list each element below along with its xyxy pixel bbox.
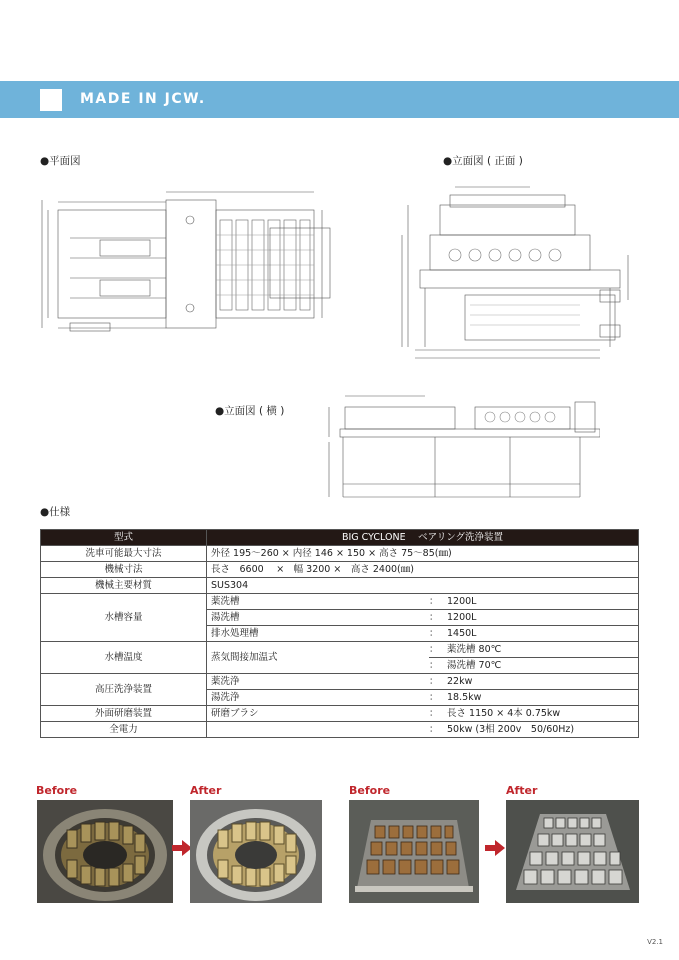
bearing-before-photo <box>37 800 173 903</box>
table-row <box>41 674 639 690</box>
table-row <box>41 562 639 578</box>
plan-view-label: ●平面図 <box>40 155 81 167</box>
value-machine-size: 長さ 6600 × 幅 3200 × 高さ 2400(㎜) <box>207 562 639 578</box>
item-high-pressure: 高圧洗浄装置 <box>41 674 207 706</box>
item-machine-size: 機械寸法 <box>41 562 207 578</box>
tank-value-1: 1200L <box>443 594 639 610</box>
table-row <box>41 578 639 594</box>
tank-sub-2: 湯洗槽 <box>207 610 322 626</box>
colon: ： <box>429 610 443 626</box>
front-view-drawing <box>400 175 640 365</box>
banner-title: MADE IN JCW. <box>80 91 206 107</box>
tank-sub-1: 薬洗槽 <box>207 594 322 610</box>
colon: ： <box>429 722 443 738</box>
temp-value-2: 湯洗槽 70℃ <box>443 658 639 674</box>
colon: ： <box>429 594 443 610</box>
table-header-row <box>41 530 639 546</box>
hp-sub-2: 湯洗浄 <box>207 690 322 706</box>
header-value: BIG CYCLONE ベアリング洗浄装置 <box>207 530 639 546</box>
temp-sub: 蒸気間接加温式 <box>207 642 430 674</box>
polish-sub: 研磨ブラシ <box>207 706 322 722</box>
rack-after-photo <box>506 800 639 903</box>
spec-label: ●仕様 <box>40 506 71 518</box>
table-row <box>41 546 639 562</box>
item-temp: 水槽温度 <box>41 642 207 674</box>
version-label: V2.1 <box>647 938 663 946</box>
item-power: 全電力 <box>41 722 207 738</box>
side-view-label: ●立面図 ( 横 ) <box>215 405 285 417</box>
tank-sub-3: 排水処理槽 <box>207 626 322 642</box>
item-polish: 外面研磨装置 <box>41 706 207 722</box>
rack-before-photo <box>349 800 479 903</box>
colon: ： <box>429 706 443 722</box>
item-max-size: 洗車可能最大寸法 <box>41 546 207 562</box>
plan-view-drawing <box>40 180 340 350</box>
banner-square-icon <box>40 89 62 111</box>
side-view-drawing <box>325 392 600 502</box>
hp-value-2: 18.5kw <box>443 690 639 706</box>
value-max-size: 外径 195～260 × 内径 146 × 150 × 高さ 75～85(㎜) <box>207 546 639 562</box>
spec-table <box>40 529 639 738</box>
after-label-1: After <box>190 784 222 797</box>
hp-sub-1: 薬洗浄 <box>207 674 322 690</box>
table-row <box>41 722 639 738</box>
before-label-2: Before <box>349 784 391 797</box>
bearing-after-photo <box>190 800 322 903</box>
value-material: SUS304 <box>207 578 639 594</box>
table-row <box>41 706 639 722</box>
polish-value: 長さ 1150 × 4本 0.75kw <box>443 706 639 722</box>
power-value: 50kw (3相 200v 50/60Hz) <box>443 722 639 738</box>
item-tank: 水槽容量 <box>41 594 207 642</box>
tank-value-2: 1200L <box>443 610 639 626</box>
colon: ： <box>429 690 443 706</box>
arrow-right-icon <box>485 840 505 860</box>
header-banner <box>0 81 679 118</box>
arrow-right-icon <box>172 840 192 860</box>
temp-value-1: 薬洗槽 80℃ <box>443 642 639 658</box>
table-row <box>41 594 639 610</box>
colon: ： <box>429 642 443 658</box>
colon: ： <box>429 658 443 674</box>
front-view-label: ●立面図 ( 正面 ) <box>443 155 523 167</box>
item-material: 機械主要材質 <box>41 578 207 594</box>
table-row <box>41 642 639 658</box>
before-label-1: Before <box>36 784 78 797</box>
header-item: 型式 <box>41 530 207 546</box>
colon: ： <box>429 626 443 642</box>
colon: ： <box>429 674 443 690</box>
hp-value-1: 22kw <box>443 674 639 690</box>
after-label-2: After <box>506 784 538 797</box>
tank-value-3: 1450L <box>443 626 639 642</box>
